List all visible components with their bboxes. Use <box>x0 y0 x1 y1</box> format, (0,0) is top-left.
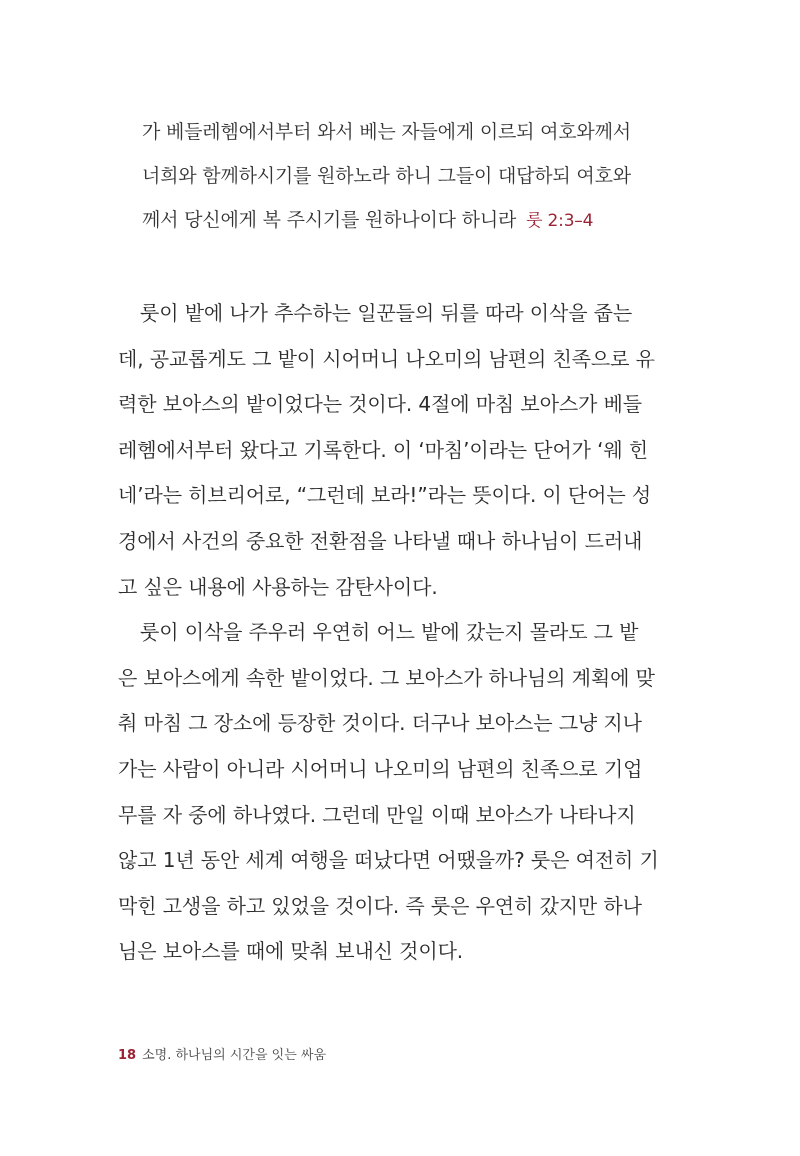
paragraph-2-line: 막힌 고생을 하고 있었을 것이다. 즉 룻은 우연히 갔지만 하나 <box>118 893 642 918</box>
quote-line-text: 께서 당신에게 복 주시기를 원하나이다 하니라 <box>142 209 517 231</box>
paragraph-2-line: 룻이 이삭을 주우러 우연히 어느 밭에 갔는지 몰라도 그 밭 <box>140 620 639 645</box>
scripture-reference: 룻 2:3–4 <box>526 211 594 231</box>
quote-line: 너희와 함께하시기를 원하노라 하니 그들이 대답하되 여호와 <box>142 165 631 187</box>
paragraph-2-line: 무를 자 중에 하나였다. 그런데 만일 이때 보아스가 나타나지 <box>118 802 636 827</box>
quote-line: 가 베들레헴에서부터 와서 베는 자들에게 이르되 여호와께서 <box>142 121 631 143</box>
body-text <box>118 291 678 975</box>
paragraph-2-line: 님은 보아스를 때에 맞춰 보내신 것이다. <box>118 939 464 964</box>
scripture-quote <box>142 110 702 242</box>
paragraph-2-line: 춰 마침 그 장소에 등장한 것이다. 더구나 보아스는 그냥 지나 <box>118 711 642 736</box>
page-number: 18 <box>118 1048 137 1063</box>
page-footer <box>118 1044 326 1063</box>
running-title: 소명. 하나님의 시간을 잇는 싸움 <box>142 1048 327 1063</box>
paragraph-1-line: 경에서 사건의 중요한 전환점을 나타낼 때나 하나님이 드러내 <box>118 528 643 553</box>
paragraph-1-line: 레헴에서부터 왔다고 기록한다. 이 ‘마침’이라는 단어가 ‘웨 힌 <box>118 437 649 462</box>
paragraph-2-line: 않고 1년 동안 세계 여행을 떠났다면 어땠을까? 룻은 여전히 기 <box>118 848 659 873</box>
paragraph-1-line: 력한 보아스의 밭이었다는 것이다. 4절에 마침 보아스가 베들 <box>118 392 642 417</box>
paragraph-1-line: 고 싶은 내용에 사용하는 감탄사이다. <box>118 574 438 599</box>
quote-line <box>142 198 702 242</box>
paragraph-1-line: 데, 공교롭게도 그 밭이 시어머니 나오미의 남편의 친족으로 유 <box>118 346 655 371</box>
paragraph-2-line: 은 보아스에게 속한 밭이었다. 그 보아스가 하나님의 계획에 맞 <box>118 665 655 690</box>
paragraph-2-line: 가는 사람이 아니라 시어머니 나오미의 남편의 친족으로 기업 <box>118 756 643 781</box>
paragraph-1-line: 룻이 밭에 나가 추수하는 일꾼들의 뒤를 따라 이삭을 줍는 <box>140 301 633 325</box>
paragraph-1-line: 네’라는 히브리어로, “그런데 보라!”라는 뜻이다. 이 단어는 성 <box>118 483 652 508</box>
